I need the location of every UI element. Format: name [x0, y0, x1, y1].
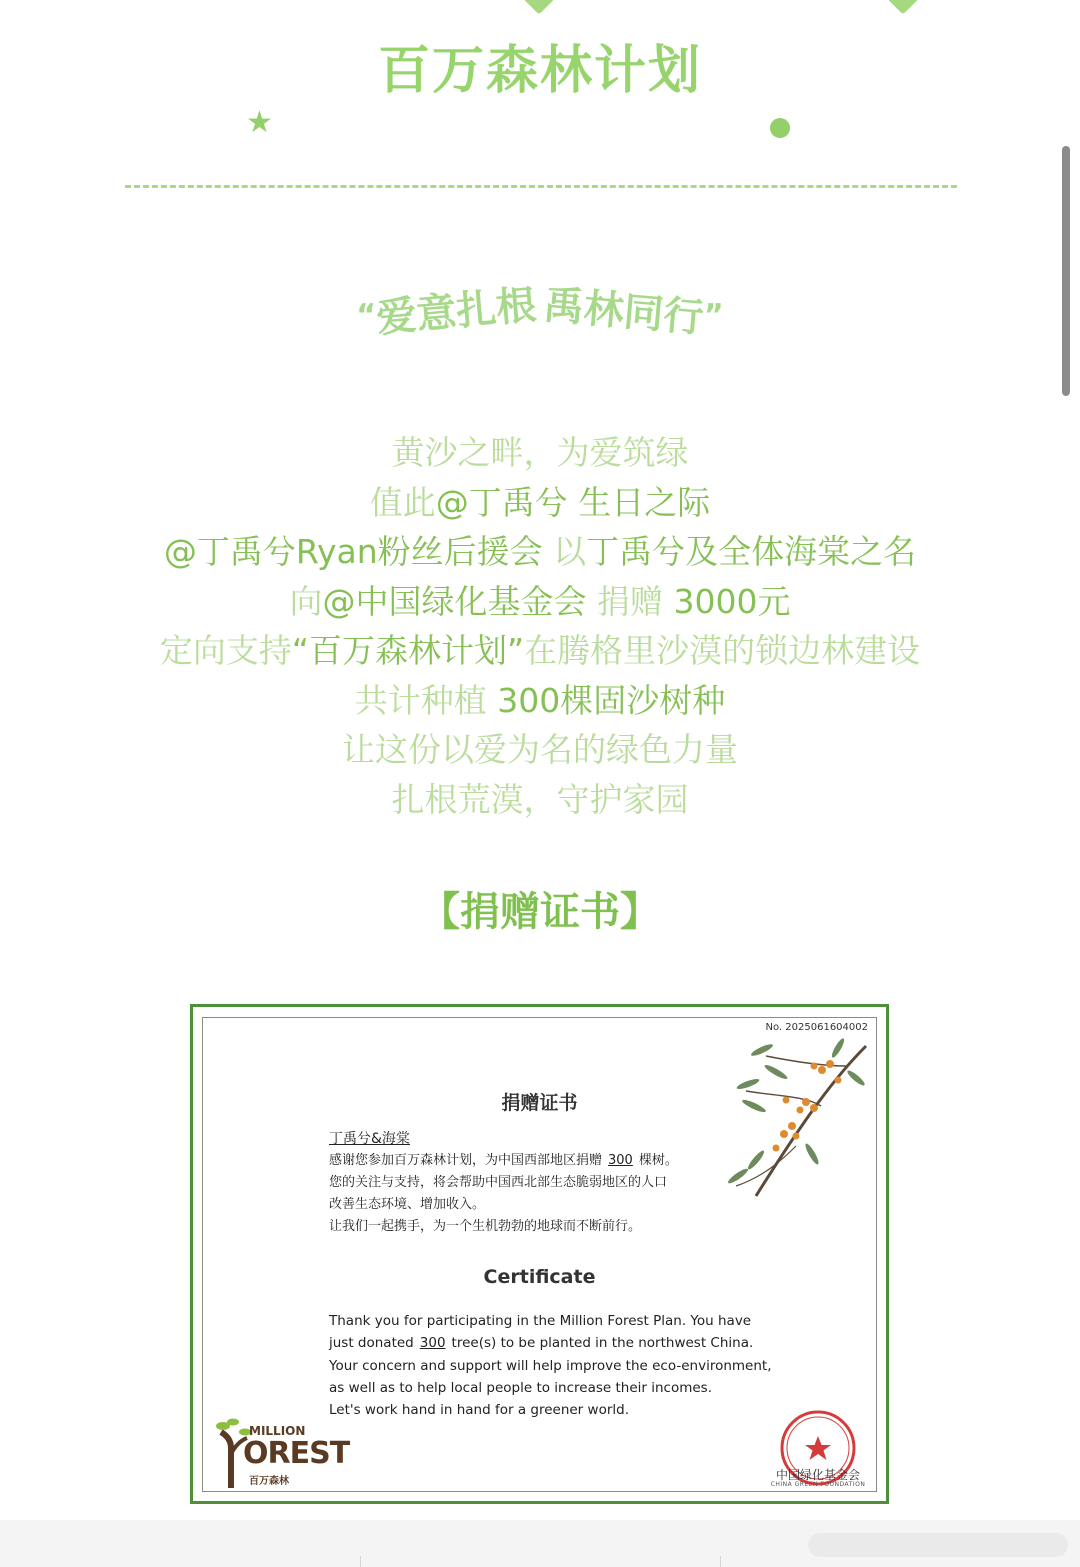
poem-line: [0, 527, 1080, 577]
seal-organization-name: 中国绿化基金会: [775, 1468, 860, 1482]
slogan: [0, 280, 1080, 342]
poem-highlight: 3000元: [673, 581, 791, 621]
slogan-close-quote: ”: [704, 298, 724, 333]
poem-line: [0, 428, 1080, 478]
poem-highlight: “百万森林计划”: [291, 631, 525, 670]
certificate-cn-line-1: 感谢您参加百万森林计划，为中国西部地区捐赠 300 棵树。: [329, 1153, 678, 1168]
certificate-cn-line-2: 您的关注与支持，将会帮助中国西北部生态脆弱地区的人口: [329, 1175, 668, 1190]
certificate-body-en: [329, 1310, 789, 1421]
certificate-title-en: Certificate: [483, 1266, 596, 1288]
certificate-title-cn: 捐赠证书: [501, 1092, 578, 1114]
page-title: 百万森林计划: [377, 41, 702, 101]
poem-segment: 值此: [369, 482, 436, 522]
certificate-en-line-5: Let's work hand in hand for a greener world.: [329, 1402, 629, 1419]
vertical-scrollbar[interactable]: [1062, 146, 1070, 396]
poem-highlight: @中国绿化基金会: [322, 581, 587, 621]
dashed-divider: [125, 185, 957, 188]
certificate-cn-line-4: 让我们一起携手，为一个生机勃勃的地球而不断前行。: [329, 1219, 642, 1234]
poem-line: [0, 775, 1080, 825]
poem-segment: 向: [289, 581, 323, 621]
top-diamond-decoration-right: [887, 0, 918, 15]
dot-decoration: [770, 118, 790, 138]
poem-line: [0, 626, 1080, 676]
certificate-body-cn: [329, 1128, 759, 1238]
certificate-cn-line-3: 改善生态环境、增加收入。: [329, 1197, 486, 1212]
certificate-en-line-3: Your concern and support will help improve the eco-environment,: [329, 1357, 772, 1374]
poem-text: [0, 428, 1080, 824]
poem-line: [0, 478, 1080, 528]
poem-highlight: 300棵固沙树种: [497, 680, 726, 720]
bottom-separator: [360, 1556, 361, 1567]
certificate-number: No. 2025061604002: [765, 1022, 868, 1033]
poem-highlight: @丁禹兮 生日之际: [435, 482, 711, 522]
certificate-en-line-4: as well as to help local people to increase their incomes.: [329, 1379, 713, 1396]
poem-line: [0, 725, 1080, 775]
slogan-open-quote: “: [356, 298, 376, 333]
poem-highlight: @丁禹兮Ryan粉丝后援会: [163, 532, 543, 571]
seal-organization-name-en: CHINA GREEN FOUNDATION: [770, 1481, 866, 1488]
poem-segment: 捐赠: [586, 581, 674, 621]
bottom-separator: [720, 1556, 721, 1567]
poem-line: [0, 577, 1080, 627]
bottom-handle[interactable]: [808, 1533, 1068, 1557]
certificate-heading: 【捐赠证书】: [420, 889, 660, 935]
poem-segment: 共计种植: [354, 680, 498, 720]
star-icon: ★: [246, 105, 273, 140]
logo-million-text: MILLION: [249, 1424, 306, 1438]
million-forest-logo: [213, 1418, 350, 1490]
certificate-recipient: 丁禹兮&海棠: [329, 1131, 410, 1147]
poem-segment: 定向支持: [159, 631, 292, 670]
logo-orest-text: OREST: [243, 1436, 350, 1471]
certificate-en-line-1: Thank you for participating in the Million Forest Plan. You have: [329, 1313, 752, 1329]
poem-segment: 以: [542, 532, 587, 571]
slogan-part-2: 禹林同行: [541, 282, 706, 342]
certificate-en-tree-count: 300: [419, 1335, 446, 1352]
poem-highlight: 丁禹兮及全体海棠之名: [586, 532, 917, 571]
top-diamond-decoration-left: [523, 0, 554, 15]
certificate-en-line-2: just donated 300 tree(s) to be planted in the northwest China.: [329, 1335, 754, 1352]
poem-segment: 让这份以爱为名的绿色力量: [342, 730, 738, 769]
poem-segment: 在腾格里沙漠的锁边林建设: [524, 631, 921, 670]
certificate-tree-count: 300: [608, 1153, 633, 1168]
logo-cn-text: 百万森林: [249, 1476, 289, 1487]
poem-segment: 黄沙之畔，为爱筑绿: [391, 433, 689, 472]
donation-certificate: [190, 1004, 889, 1504]
poem-segment: 扎根荒漠，守护家园: [391, 779, 689, 819]
poem-line: [0, 676, 1080, 726]
certificate-inner-border: [202, 1017, 877, 1492]
slogan-part-1: 爱意扎根: [374, 282, 539, 342]
